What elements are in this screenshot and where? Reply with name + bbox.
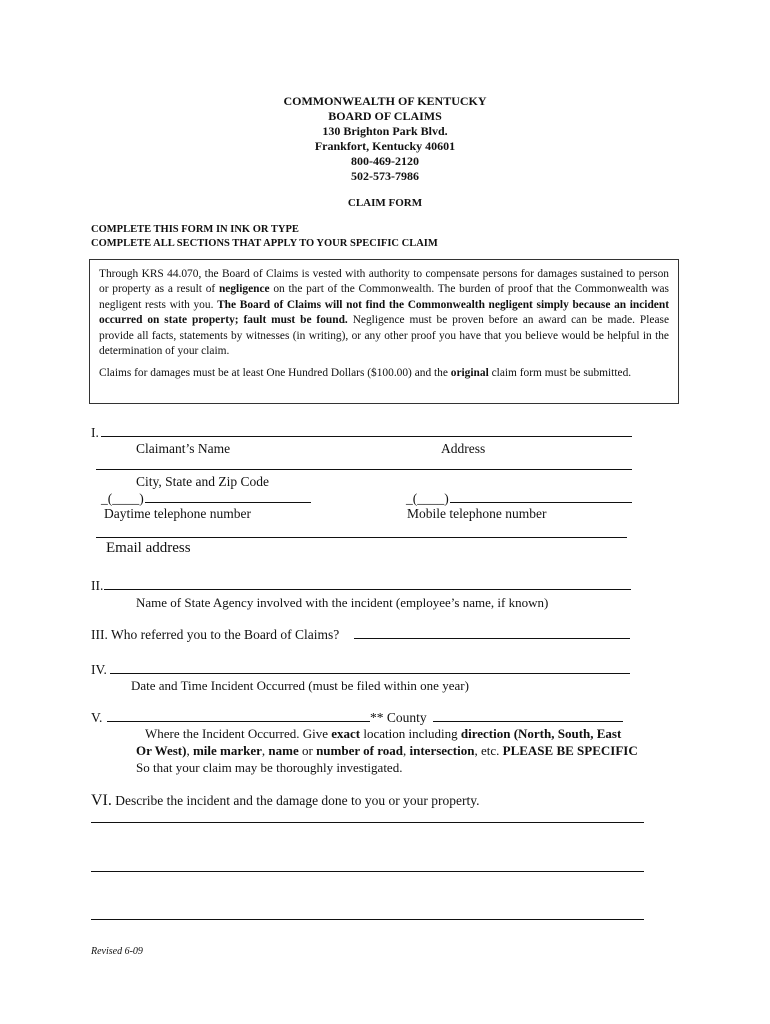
section-2-numeral: II.: [91, 578, 104, 593]
instruction-ink: COMPLETE THIS FORM IN INK OR TYPE: [91, 224, 299, 235]
location-instruction-line-3: So that your claim may be thoroughly investigated.: [136, 760, 403, 775]
incident-description-line[interactable]: [91, 860, 644, 872]
incident-location-field[interactable]: [107, 710, 370, 722]
form-header: [0, 94, 770, 184]
claimant-name-label: Claimant’s Name: [136, 441, 231, 456]
header-line: COMMONWEALTH OF KENTUCKY: [283, 94, 487, 108]
daytime-phone-label: Daytime telephone number: [104, 506, 251, 521]
mobile-phone-label: Mobile telephone number: [407, 506, 547, 521]
mobile-phone-prefix: _(____): [406, 491, 449, 506]
day-phone-prefix: _(____): [101, 491, 144, 506]
incident-date-time-field[interactable]: [110, 662, 630, 674]
referral-question: III. Who referred you to the Board of Claims?: [91, 627, 340, 642]
state-agency-label: Name of State Agency involved with the incident (employee’s name, if known): [136, 595, 549, 610]
state-agency-field[interactable]: [104, 578, 631, 590]
section-1-numeral: I.: [91, 425, 99, 440]
location-instruction-line-2: Or West), mile marker, name or number of road, intersection, etc. PLEASE BE SPECIFIC: [136, 743, 638, 758]
daytime-phone-field[interactable]: [145, 491, 311, 503]
county-field[interactable]: [433, 710, 623, 722]
header-line: Frankfort, Kentucky 40601: [314, 139, 456, 153]
county-label: ** County: [370, 710, 427, 725]
header-line: BOARD OF CLAIMS: [328, 109, 442, 123]
section-5-numeral: V.: [91, 710, 103, 725]
revision-note: Revised 6-09: [91, 946, 143, 957]
city-state-zip-field[interactable]: [96, 458, 632, 470]
incident-description-line[interactable]: [91, 811, 644, 823]
notice-paragraph-1: Through KRS 44.070, the Board of Claims is vested with authority to compensate persons for damages sustained to person or property as a result of negligence on the part of the Commonwealth. The burden of proof that the Commonwealth was negligent rests with you. The Board of Claims will not find the Commonwealth negligent simply because an incident occurred on state property; fault must be found. Negligence must be proven before an award can be made. Please provide all facts, statements by witnesses (in writing), or any other proof you have that you believe would be helpful in the determination of your claim.: [99, 268, 670, 358]
notice-box: [89, 259, 679, 404]
section-4-numeral: IV.: [91, 662, 107, 677]
notice-paragraph-2: Claims for damages must be at least One Hundred Dollars ($100.00) and the original claim form must be submitted.: [99, 367, 632, 380]
incident-date-time-label: Date and Time Incident Occurred (must be filed within one year): [131, 678, 469, 693]
email-field[interactable]: [96, 526, 627, 538]
location-instruction-line-1: Where the Incident Occurred. Give exact location including direction (North, South, East: [145, 726, 622, 741]
form-title: CLAIM FORM: [347, 197, 423, 209]
referral-field[interactable]: [354, 627, 630, 639]
header-line: 130 Brighton Park Blvd.: [322, 124, 448, 138]
incident-description-line[interactable]: [91, 908, 644, 920]
header-line: 502-573-7986: [351, 169, 419, 183]
claimant-name-address-field[interactable]: [101, 425, 632, 437]
instruction-sections: COMPLETE ALL SECTIONS THAT APPLY TO YOUR SPECIFIC CLAIM: [91, 238, 438, 249]
incident-description-prompt: VI. Describe the incident and the damage done to you or your property.: [91, 792, 480, 809]
header-line: 800-469-2120: [351, 154, 419, 168]
city-state-zip-label: City, State and Zip Code: [136, 474, 269, 489]
mobile-phone-field[interactable]: [450, 491, 632, 503]
address-label: Address: [441, 441, 486, 456]
email-label: Email address: [106, 540, 191, 556]
